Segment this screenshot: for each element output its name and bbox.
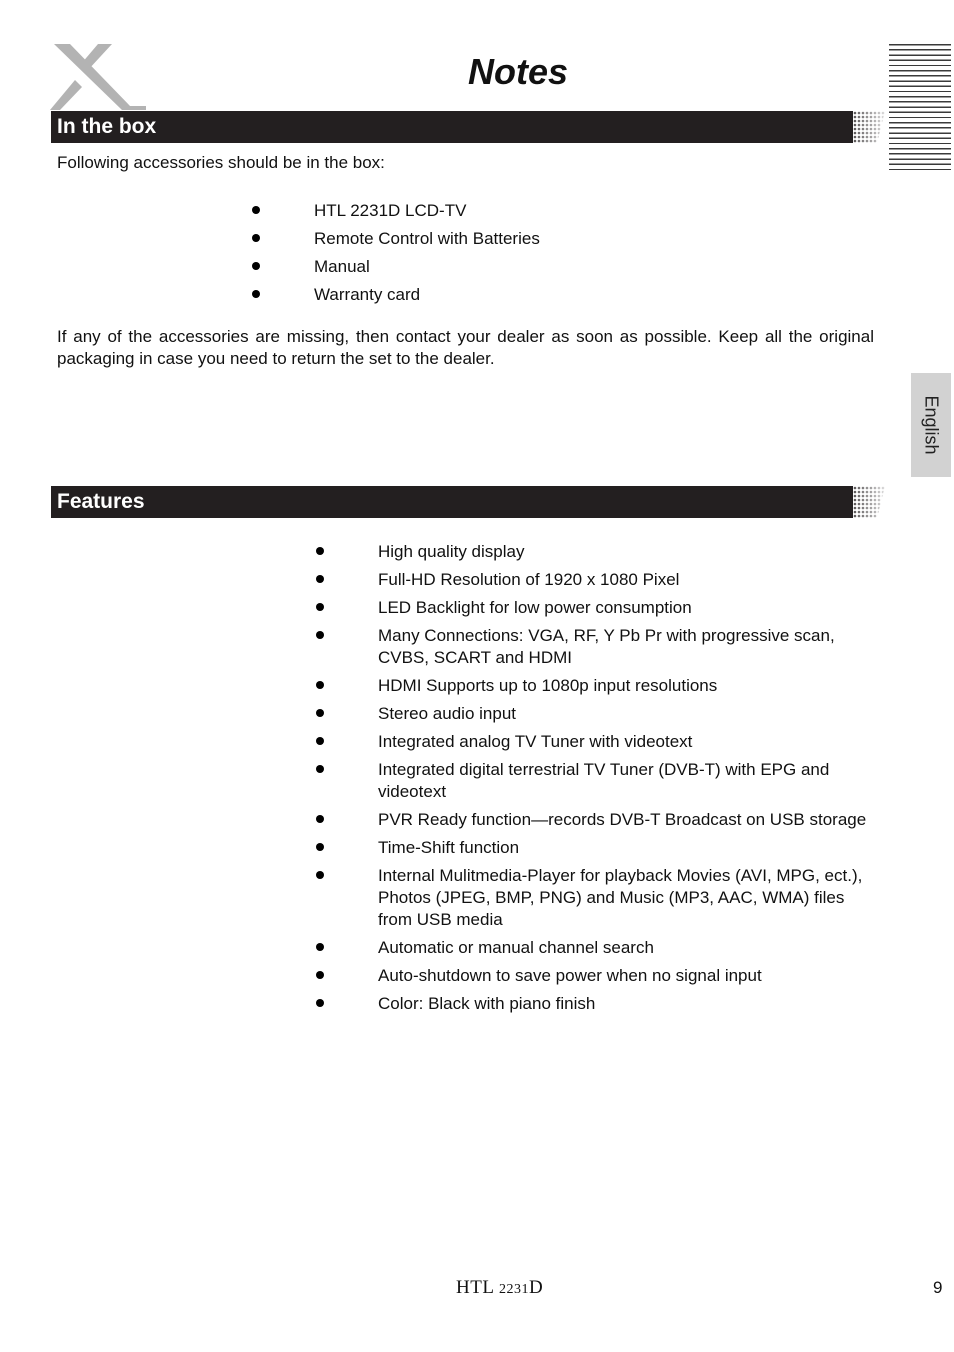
language-tab [911, 373, 951, 477]
bullet-icon [316, 575, 324, 583]
bullet-icon [252, 206, 260, 214]
bullet-icon [316, 737, 324, 745]
bullet-icon [316, 999, 324, 1007]
page-number: 9 [933, 1278, 943, 1297]
list-item: PVR Ready function—records DVB-T Broadcast on USB storage [314, 809, 876, 831]
bullet-icon [316, 943, 324, 951]
bullet-icon [316, 871, 324, 879]
list-item: Full-HD Resolution of 1920 x 1080 Pixel [314, 569, 876, 591]
list-item: Manual [252, 256, 812, 284]
list-item: Integrated digital terrestrial TV Tuner (DVB-T) with EPG and videotext [314, 759, 876, 803]
list-item: LED Backlight for low power consumption [314, 597, 876, 619]
in-the-box-note: If any of the accessories are missing, then contact your dealer as soon as possible. Keep all the original packaging in case you need to return the set to the dealer. [57, 327, 874, 368]
bullet-icon [252, 290, 260, 298]
list-item: Automatic or manual channel search [314, 937, 876, 959]
bullet-icon [316, 603, 324, 611]
bullet-icon [252, 234, 260, 242]
list-item: Warranty card [252, 284, 812, 312]
section-bar-dot-pattern [841, 486, 885, 518]
list-item: Color: Black with piano finish [314, 993, 876, 1015]
section-title: In the box [57, 115, 157, 138]
list-item: Stereo audio input [314, 703, 876, 725]
bullet-icon [316, 815, 324, 823]
list-item: Many Connections: VGA, RF, Y Pb Pr with progressive scan, CVBS, SCART and HDMI [314, 625, 876, 669]
language-tab-label: English [921, 395, 942, 455]
footer-model-name: HTL 2231D [456, 1277, 544, 1298]
list-item: Remote Control with Batteries [252, 228, 812, 256]
in-the-box-intro: Following accessories should be in the box: [57, 153, 385, 172]
in-the-box-list [252, 200, 812, 312]
bullet-icon [316, 843, 324, 851]
bullet-icon [316, 971, 324, 979]
bullet-icon [316, 547, 324, 555]
bullet-icon [252, 262, 260, 270]
list-item: Auto-shutdown to save power when no signal input [314, 965, 876, 987]
page-title: Notes [467, 51, 569, 92]
decorative-lines [889, 44, 951, 174]
section-header-in-the-box [51, 111, 885, 143]
list-item: High quality display [314, 541, 876, 563]
bullet-icon [316, 631, 324, 639]
bullet-icon [316, 681, 324, 689]
list-item: Time-Shift function [314, 837, 876, 859]
list-item: Integrated analog TV Tuner with videotext [314, 731, 876, 753]
section-title: Features [57, 490, 145, 513]
list-item: HTL 2231D LCD-TV [252, 200, 812, 228]
section-bar-dot-pattern [841, 111, 885, 143]
list-item: HDMI Supports up to 1080p input resolutions [314, 675, 876, 697]
bullet-icon [316, 765, 324, 773]
list-item: Internal Mulitmedia-Player for playback Movies (AVI, MPG, ect.), Photos (JPEG, BMP, PNG) and Music (MP3, AAC, WMA) files from USB media [314, 865, 876, 931]
features-list [314, 541, 876, 1021]
section-header-features [51, 486, 885, 518]
bullet-icon [316, 709, 324, 717]
